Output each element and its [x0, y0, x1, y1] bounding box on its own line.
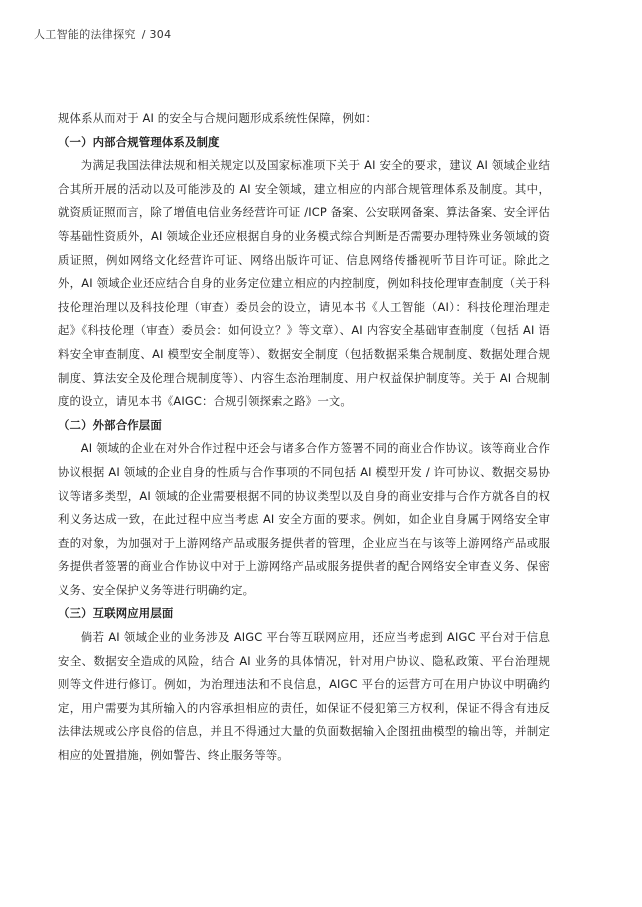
section-paragraph-internet: 倘若 AI 领域企业的业务涉及 AIGC 平台等互联网应用，还应当考虑到 AIGC 平台对于信息安全、数据安全造成的风险，结合 AI 业务的具体情况，针对用户协议、隐私政策、平台治理规则等文件进行修订。例如，为治理违法和不良信息，AIGC 平台的运营方可在用户协议中明确约定，用户需要为其所输入的内容承担相应的责任，如保证不侵犯第三方权利，保证不得含有违反法律法规或公序良俗的信息，并且不得通过大量的负面数据输入企图扭曲模型的输出等，并制定相应的处置措施，例如警告、终止服务等等。	[58, 630, 550, 763]
section-heading-external: （二）外部合作层面	[58, 417, 162, 432]
book-title: 人工智能的法律探究	[34, 28, 136, 41]
intro-text: 规体系从而对于 AI 的安全与合规问题形成系统性保障，例如：	[58, 111, 378, 125]
section-paragraph-internal: 为满足我国法律法规和相关规定以及国家标准项下关于 AI 安全的要求，建议 AI 领域企业结合其所开展的活动以及可能涉及的 AI 安全领域，建立相应的内部合规管理体系及制度。其中，就资质证照而言，除了增值电信业务经营许可证 /ICP 备案、公安联网备案、算法备案、安全评估等基础性资质外，AI 领域企业还应根据自身的业务模式综合判断是否需要办理特殊业务领域的资质证照，例如网络文化经营许可证、网络出版许可证、信息网络传播视听节目许可证。除此之外，AI 领域企业还应结合自身的业务定位建立相应的内控制度，例如科技伦理审查制度（关于科技伦理治理以及科技伦理（审查）委员会的设立，请见本书《人工智能（AI）：科技伦理治理走起》《科技伦理（审查）委员会：如何设立？》等文章）、AI 内容安全基础审查制度（包括 AI 语料安全审查制度、AI 模型安全制度等）、数据安全制度（包括数据采集合规制度、数据处理合规制度、算法安全及伦理合规制度等）、内容生态治理制度、用户权益保护制度等。关于 AI 合规制度的设立，请见本书《AIGC：合规引领探索之路》一文。	[58, 158, 550, 409]
section-paragraph-external: AI 领域的企业在对外合作过程中还会与诸多合作方签署不同的商业合作协议。该等商业合作协议根据 AI 领域的企业自身的性质与合作事项的不同包括 AI 模型开发 / 许可协议、数据交易协议等诸多类型，AI 领域的企业需要根据不同的协议类型以及自身的商业安排与合作方就各自的权利义务达成一致，在此过程中应当考虑 AI 安全方面的要求。例如，如企业自身属于网络安全审查的对象，为加强对于上游网络产品或服务提供者的管理，企业应当在与该等上游网络产品或服务提供者签署的商业合作协议中对于上游网络产品或服务提供者的配合网络安全审查义务、保密义务、安全保护义务等进行明确约定。	[58, 441, 550, 597]
page-number: / 304	[141, 28, 172, 41]
section-heading-internal: （一）内部合规管理体系及制度	[58, 134, 220, 149]
section-heading-internet: （三）互联网应用层面	[58, 606, 174, 621]
page-body	[58, 107, 550, 768]
running-header	[34, 26, 171, 42]
